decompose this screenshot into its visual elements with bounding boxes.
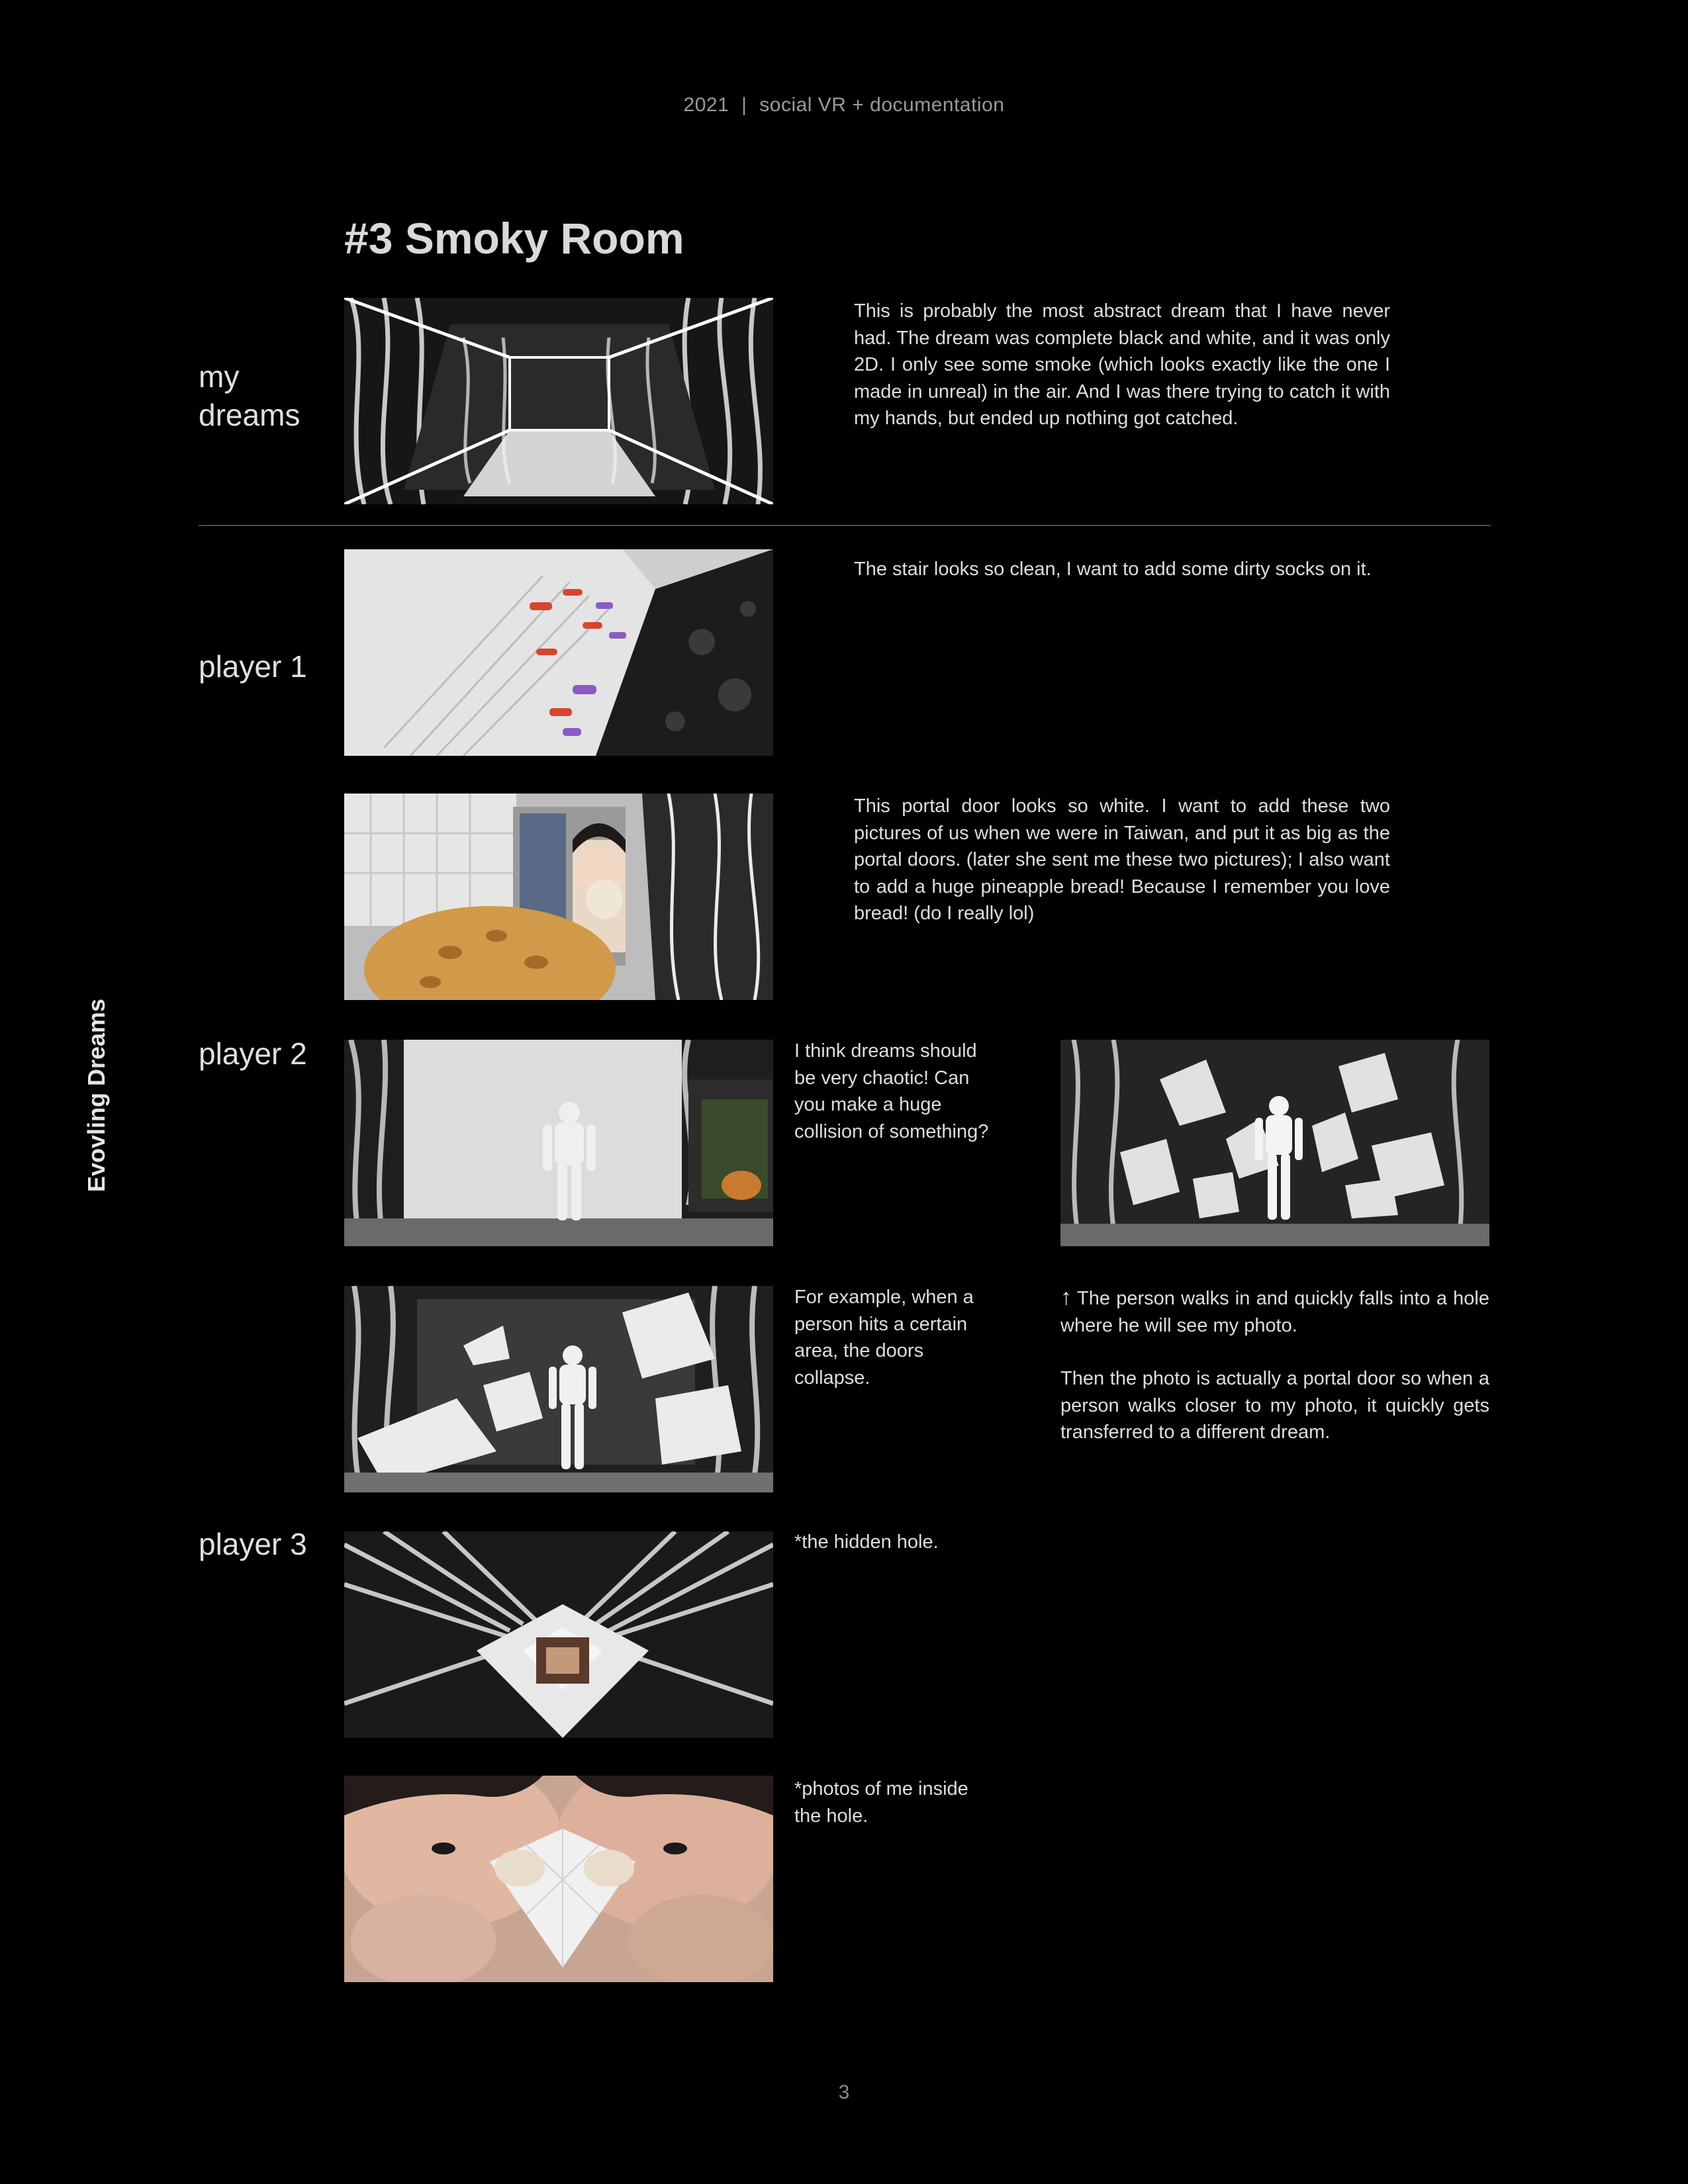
photo-doors-collapse bbox=[344, 1286, 773, 1492]
section-title: #3 Smoky Room bbox=[344, 214, 684, 263]
header-separator: | bbox=[741, 94, 747, 116]
text-p2-notes bbox=[1060, 1284, 1489, 1446]
arrow-up-icon: ↑ bbox=[1060, 1285, 1072, 1310]
page-number: 3 bbox=[838, 2081, 850, 2103]
photo-mannequin-room bbox=[344, 1040, 773, 1246]
text-p2-chaotic: I think dreams should be very chaotic! Can you make a huge collision of something? bbox=[794, 1040, 989, 1142]
label-my-dreams: my dreams bbox=[199, 359, 301, 432]
label-player-1: player 1 bbox=[199, 649, 307, 684]
text-p2-walks-block bbox=[1060, 1284, 1489, 1339]
text-p3-photos: *photos of me inside the hole. bbox=[794, 1778, 968, 1827]
text-p1-stair: The stair looks so clean, I want to add some dirty socks on it. bbox=[854, 559, 1372, 580]
text-p2-example: For example, when a person hits a certain area, the doors collapse. bbox=[794, 1287, 974, 1388]
section-divider bbox=[199, 525, 1491, 526]
photo-collision bbox=[1060, 1040, 1489, 1246]
page-header bbox=[0, 94, 1688, 116]
text-p2-walks: The person walks in and quickly falls into a hole where he will see my photo. bbox=[1060, 1288, 1489, 1336]
text-p2-portal: Then the photo is actually a portal door so when a person walks closer to my photo, it quickly gets transferred to a different dream. bbox=[1060, 1368, 1489, 1443]
photo-hidden-hole bbox=[344, 1531, 773, 1738]
text-p1-portal: This portal door looks so white. I want to add these two pictures of us when we were in Taiwan, and put it as big as the portal doors. (later she sent me these two pictures); I also want to add a huge pineapple bread! Because I remember you love bread! (do I really lol) bbox=[854, 796, 1390, 924]
photo-inside-hole bbox=[344, 1776, 773, 1982]
side-title: Evovling Dreams bbox=[83, 998, 110, 1193]
header-subtitle: social VR + documentation bbox=[759, 94, 1005, 116]
photo-stairs-socks bbox=[344, 549, 773, 756]
label-player-3: player 3 bbox=[199, 1527, 307, 1561]
photo-portal-bread bbox=[344, 794, 773, 1000]
text-p3-hole: *the hidden hole. bbox=[794, 1531, 939, 1553]
photo-smoky-room bbox=[344, 298, 773, 504]
text-my-dreams: This is probably the most abstract dream that I have never had. The dream was complete black and white, and it was only 2D. I only see some smoke (which looks exactly like the one I made in unreal) in the air. And I was there trying to catch it with my hands, but ended up nothing got catched. bbox=[854, 300, 1390, 429]
header-year: 2021 bbox=[683, 94, 729, 116]
label-player-2: player 2 bbox=[199, 1036, 307, 1071]
